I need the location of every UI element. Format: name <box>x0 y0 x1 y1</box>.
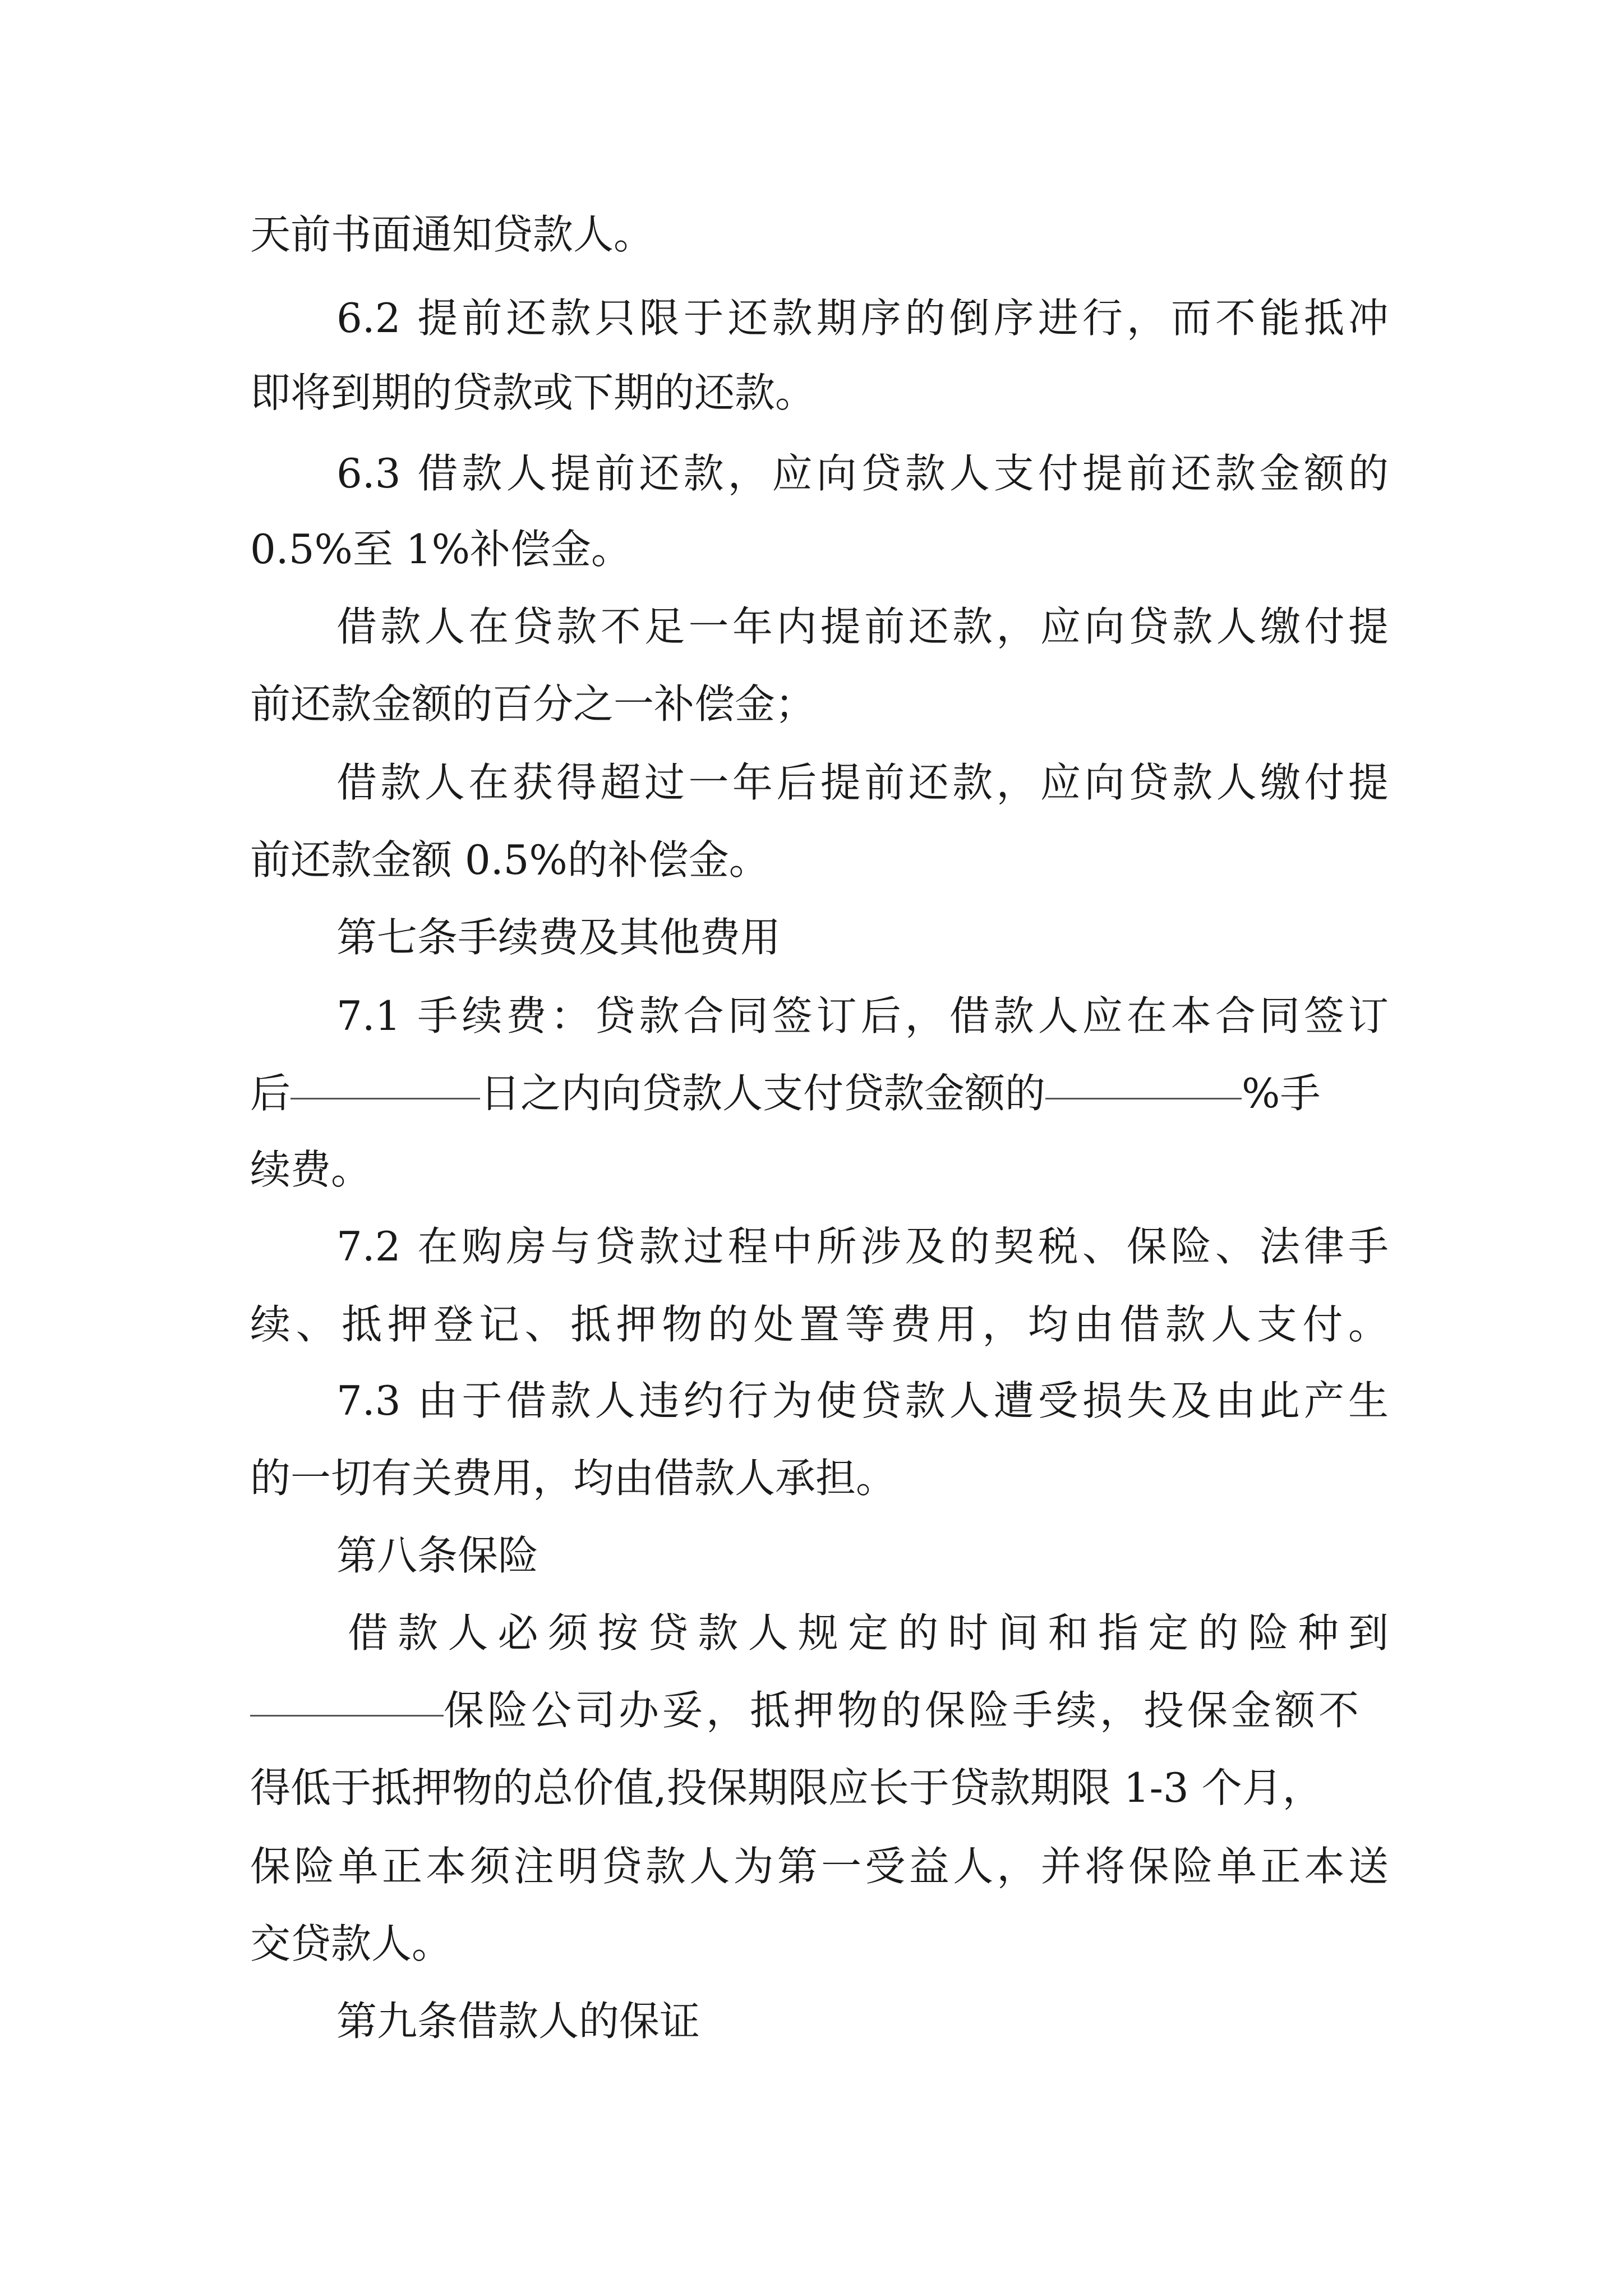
text-segment: %手 <box>1242 1070 1321 1117</box>
paragraph-line: 借款人必须按贷款人规定的时间和指定的险种到 <box>348 1609 1389 1657</box>
clause-6-2-line: 6.2 提前还款只限于还款期序的倒序进行，而不能抵冲 <box>336 295 1389 342</box>
paragraph-line: 交贷款人。 <box>250 1920 453 1967</box>
clause-7-3-line: 7.3 由于借款人违约行为使贷款人遭受损失及由此产生 <box>336 1377 1389 1424</box>
paragraph-line: 即将到期的贷款或下期的还款。 <box>250 369 816 416</box>
clause-7-1-line: 7.1 手续费：贷款合同签订后，借款人应在本合同签订 <box>336 992 1389 1039</box>
clause-6-3-line: 6.3 借款人提前还款，应向贷款人支付提前还款金额的 <box>336 450 1389 497</box>
paragraph-line: 天前书面通知贷款人。 <box>250 211 654 258</box>
paragraph-line: 0.5%至 1%补偿金。 <box>250 526 632 573</box>
paragraph-line: 的一切有关费用，均由借款人承担。 <box>250 1455 897 1502</box>
paragraph-line: 前还款金额的百分之一补偿金； <box>250 680 816 728</box>
fee-blank-line <box>250 1062 1389 1124</box>
insurance-blank-line <box>250 1680 1389 1741</box>
clause-7-2-line: 7.2 在购房与贷款过程中所涉及的契税、保险、法律手 <box>336 1223 1389 1270</box>
paragraph-line: 得低于抵押物的总价值,投保期限应长于贷款期限 1-3 个月， <box>250 1764 1323 1811</box>
blank-days-field[interactable] <box>291 1097 480 1099</box>
article-7-heading: 第七条手续费及其他费用 <box>336 914 781 961</box>
blank-insurer-field[interactable] <box>250 1714 444 1717</box>
paragraph-line: 保险单正本须注明贷款人为第一受益人，并将保险单正本送 <box>250 1843 1389 1890</box>
article-8-heading: 第八条保险 <box>336 1532 539 1579</box>
text-segment: 保险公司办妥，抵押物的保险手续，投保金额不 <box>444 1687 1363 1734</box>
paragraph-line: 续费。 <box>250 1146 372 1193</box>
article-9-heading: 第九条借款人的保证 <box>336 1998 700 2045</box>
paragraph-line: 借款人在获得超过一年后提前还款，应向贷款人缴付提 <box>336 759 1389 806</box>
paragraph-line: 前还款金额 0.5%的补偿金。 <box>250 836 769 884</box>
paragraph-line: 续、抵押登记、抵押物的处置等费用，均由借款人支付。 <box>250 1301 1389 1348</box>
text-segment: 日之内向贷款人支付贷款金额的 <box>480 1070 1046 1117</box>
text-segment: 后 <box>250 1070 291 1117</box>
paragraph-line: 借款人在贷款不足一年内提前还款，应向贷款人缴付提 <box>336 603 1389 650</box>
blank-percent-field[interactable] <box>1045 1097 1242 1099</box>
